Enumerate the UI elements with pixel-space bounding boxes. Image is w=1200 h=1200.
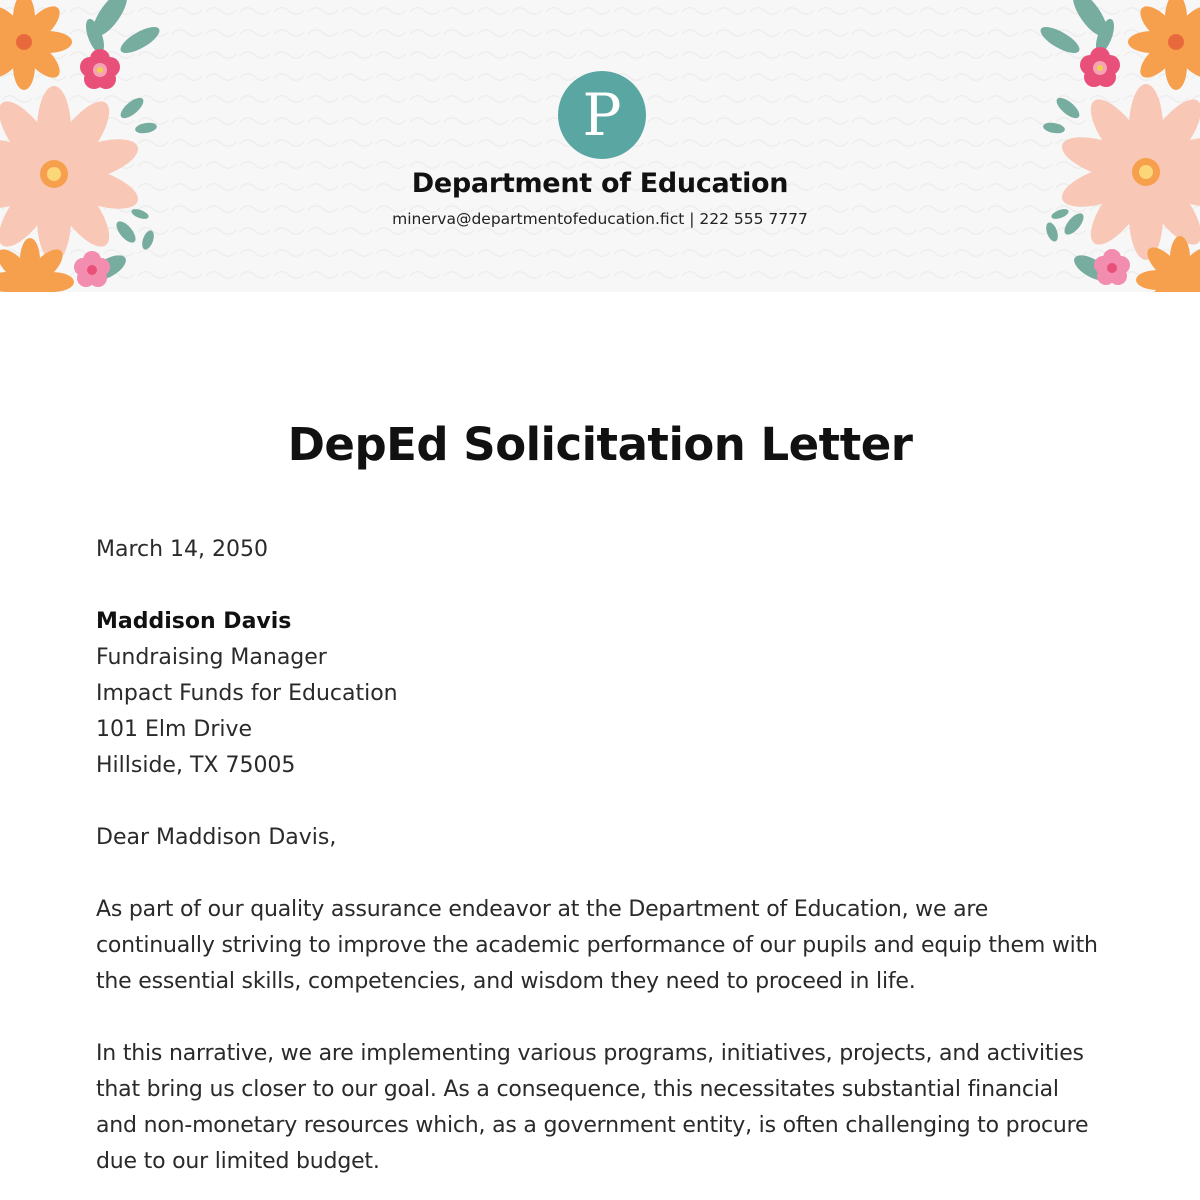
organization-logo: P [558, 71, 646, 159]
recipient-organization: Impact Funds for Education [96, 681, 398, 706]
floral-decoration-left [0, 0, 170, 292]
recipient-name: Maddison Davis [96, 609, 292, 634]
recipient-address-block [96, 604, 1106, 784]
organization-name: Department of Education [411, 168, 789, 199]
body-paragraph: In this narrative, we are implementing various programs, initiatives, projects, and activities that bring us closer to our goal. As a consequence, this necessitates substantial financial and non-monetary resources which, as a government entity, is often challenging to procure due to our limited budget. [96, 1041, 1089, 1174]
contact-info: minerva@departmentofeducation.fict | 222 555 7777 [392, 210, 808, 228]
letter-body [96, 532, 1106, 1200]
salutation: Dear Maddison Davis, [96, 825, 337, 850]
recipient-position: Fundraising Manager [96, 645, 327, 670]
recipient-city: Hillside, TX 75005 [96, 753, 296, 778]
body-paragraph: As part of our quality assurance endeavor at the Department of Education, we are continually striving to improve the academic performance of our pupils and equip them with the essential skills, competencies, and wisdom they need to proceed in life. [96, 897, 1098, 994]
floral-decoration-right [1030, 0, 1200, 292]
document-title: DepEd Solicitation Letter [287, 418, 913, 471]
letterhead [0, 0, 1200, 292]
recipient-street: 101 Elm Drive [96, 717, 253, 742]
letter-date: March 14, 2050 [96, 537, 269, 562]
